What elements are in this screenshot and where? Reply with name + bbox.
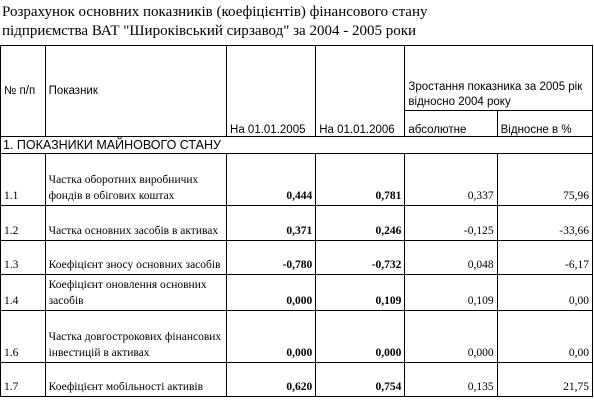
row-value-2005: -0,780	[227, 241, 316, 275]
header-relative: Відносне в %	[497, 111, 592, 137]
row-growth-absolute: 0,048	[405, 241, 497, 275]
table-row	[1, 311, 593, 363]
row-value-2005: 0,371	[227, 206, 316, 241]
row-indicator: Частка основних засобів в активах	[45, 206, 226, 241]
table-row	[1, 154, 593, 206]
row-growth-relative: -33,66	[497, 206, 592, 241]
indicators-table	[0, 45, 593, 397]
row-indicator: Коефіцієнт зносу основних засобів	[45, 241, 226, 275]
row-value-2005: 0,000	[227, 311, 316, 363]
table-row	[1, 241, 593, 275]
header-date-2005: На 01.01.2005	[227, 46, 316, 137]
row-growth-relative: 0,00	[497, 275, 592, 311]
header-growth: Зростання показника за 2005 рік відносно 2004 року	[405, 46, 593, 111]
table-row	[1, 275, 593, 311]
row-growth-absolute: -0,125	[405, 206, 497, 241]
table-row	[1, 363, 593, 397]
row-growth-relative: 0,00	[497, 311, 592, 363]
row-indicator: Коефіцієнт мобільності активів	[45, 363, 226, 397]
row-indicator: Частка оборотних виробничих фондів в обігових коштах	[45, 154, 226, 206]
row-indicator: Коефіцієнт оновлення основних засобів	[45, 275, 226, 311]
row-growth-absolute: 0,000	[405, 311, 497, 363]
table-row	[1, 206, 593, 241]
header-absolute: абсолютне	[405, 111, 497, 137]
row-value-2006: 0,754	[316, 363, 405, 397]
row-growth-absolute: 0,337	[405, 154, 497, 206]
row-value-2005: 0,000	[227, 275, 316, 311]
row-value-2006: 0,000	[316, 311, 405, 363]
row-number: 1.3	[1, 241, 46, 275]
header-name: Показник	[45, 46, 226, 137]
row-growth-relative: 21,75	[497, 363, 592, 397]
row-number: 1.6	[1, 311, 46, 363]
row-number: 1.4	[1, 275, 46, 311]
row-number: 1.2	[1, 206, 46, 241]
section-title: 1. ПОКАЗНИКИ МАЙНОВОГО СТАНУ	[1, 137, 593, 154]
row-number: 1.7	[1, 363, 46, 397]
row-value-2006: 0,246	[316, 206, 405, 241]
row-value-2006: -0,732	[316, 241, 405, 275]
header-date-2006: На 01.01.2006	[316, 46, 405, 137]
report-title-line-1: Розрахунок основних показників (коефіцієнтів) фінансового стану	[2, 4, 428, 20]
row-indicator: Частка довгострокових фінансових інвестицій в активах	[45, 311, 226, 363]
row-value-2006: 0,781	[316, 154, 405, 206]
header-no: № п/п	[1, 46, 46, 137]
row-value-2006: 0,109	[316, 275, 405, 311]
row-value-2005: 0,444	[227, 154, 316, 206]
row-growth-absolute: 0,109	[405, 275, 497, 311]
row-number: 1.1	[1, 154, 46, 206]
row-growth-absolute: 0,135	[405, 363, 497, 397]
row-value-2005: 0,620	[227, 363, 316, 397]
report-title	[2, 3, 590, 41]
report-title-line-2: підприємства ВАТ "Широківський сирзавод" за 2004 - 2005 роки	[2, 23, 417, 39]
row-growth-relative: -6,17	[497, 241, 592, 275]
row-growth-relative: 75,96	[497, 154, 592, 206]
